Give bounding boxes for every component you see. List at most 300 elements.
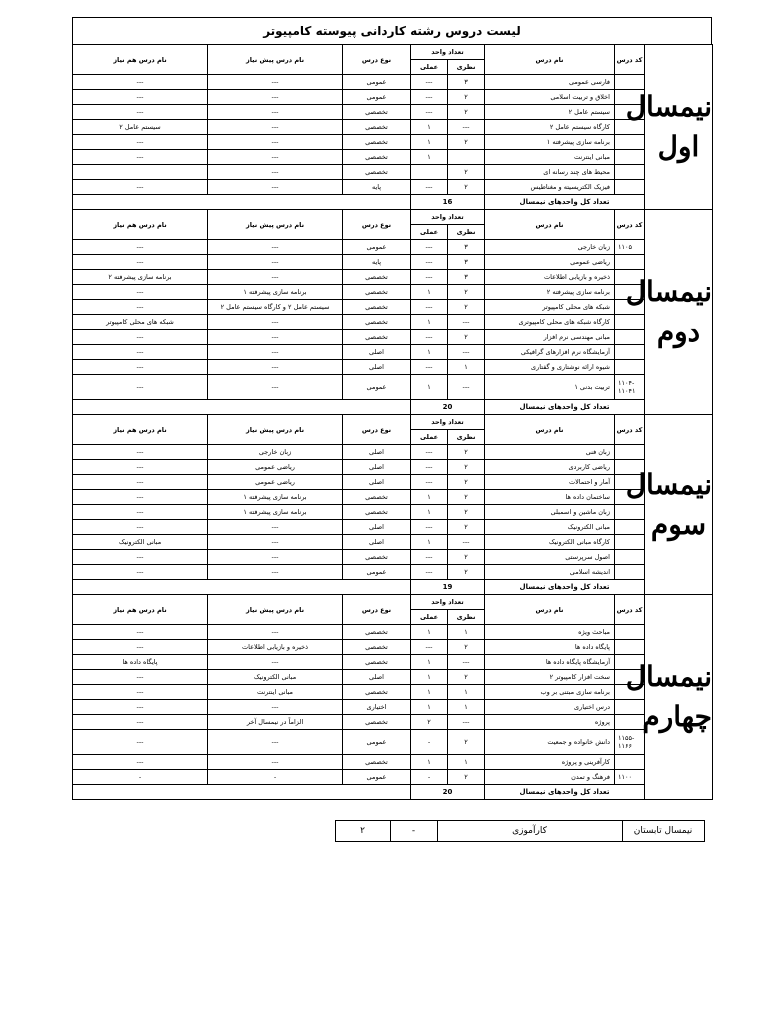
course-practical: ۱ xyxy=(411,655,448,670)
header-units: تعداد واحد xyxy=(411,210,485,225)
course-name: کارآفرینی و پروژه xyxy=(485,755,615,770)
course-theory: ۲ xyxy=(448,565,485,580)
semester-label: نیمسال چهارم xyxy=(645,595,713,800)
course-row xyxy=(73,655,713,670)
course-coreq: --- xyxy=(73,550,208,565)
course-coreq: --- xyxy=(73,565,208,580)
course-practical: ۱ xyxy=(411,135,448,150)
header-code: کد درس xyxy=(615,45,645,75)
course-theory: --- xyxy=(448,345,485,360)
course-coreq: --- xyxy=(73,255,208,270)
course-code: ۱۱۰۰ xyxy=(615,770,645,785)
header-name: نام درس xyxy=(485,415,615,445)
course-row xyxy=(73,625,713,640)
course-code xyxy=(615,505,645,520)
course-name: فیزیک الکتریسیته و مغناطیس xyxy=(485,180,615,195)
course-theory: ۲ xyxy=(448,180,485,195)
header-theory: نظری xyxy=(448,430,485,445)
course-practical: --- xyxy=(411,565,448,580)
course-type: تخصصی xyxy=(343,715,411,730)
course-theory: ۲ xyxy=(448,505,485,520)
course-coreq: --- xyxy=(73,715,208,730)
header-prereq: نام درس پیش نیاز xyxy=(208,45,343,75)
course-prereq: --- xyxy=(208,75,343,90)
course-practical: --- xyxy=(411,105,448,120)
course-type: عمومی xyxy=(343,375,411,400)
course-theory: ۲ xyxy=(448,520,485,535)
course-practical: --- xyxy=(411,90,448,105)
course-theory: ۲ xyxy=(448,285,485,300)
course-code: ۱۱۵۵- ۱۱۶۶ xyxy=(615,730,645,755)
course-type: تخصصی xyxy=(343,685,411,700)
header-theory: نظری xyxy=(448,610,485,625)
course-name: مبانی مهندسی نرم افزار xyxy=(485,330,615,345)
course-coreq: شبکه های محلی کامپیوتر xyxy=(73,315,208,330)
course-theory: ۲ xyxy=(448,105,485,120)
header-units: تعداد واحد xyxy=(411,45,485,60)
header-prereq: نام درس پیش نیاز xyxy=(208,415,343,445)
course-practical: ۱ xyxy=(411,315,448,330)
course-coreq: --- xyxy=(73,300,208,315)
course-code xyxy=(615,565,645,580)
course-type: تخصصی xyxy=(343,625,411,640)
header-coreq: نام درس هم نیاز xyxy=(73,45,208,75)
course-type: تخصصی xyxy=(343,655,411,670)
course-row xyxy=(73,475,713,490)
course-practical: --- xyxy=(411,360,448,375)
course-row xyxy=(73,520,713,535)
header-name: نام درس xyxy=(485,595,615,625)
header-coreq: نام درس هم نیاز xyxy=(73,210,208,240)
course-type: عمومی xyxy=(343,75,411,90)
course-practical: --- xyxy=(411,640,448,655)
course-coreq: --- xyxy=(73,330,208,345)
course-type: اختیاری xyxy=(343,700,411,715)
course-name: فرهنگ و تمدن xyxy=(485,770,615,785)
semester-total-row xyxy=(73,400,713,415)
course-practical: --- xyxy=(411,475,448,490)
course-code xyxy=(615,150,645,165)
course-prereq: برنامه سازی پیشرفته ۱ xyxy=(208,505,343,520)
course-row xyxy=(73,165,713,180)
total-label: تعداد کل واحدهای نیمسال xyxy=(485,785,645,800)
header-code: کد درس xyxy=(615,210,645,240)
course-name: پایگاه داده ها xyxy=(485,640,615,655)
course-coreq: --- xyxy=(73,285,208,300)
header-prereq: نام درس پیش نیاز xyxy=(208,595,343,625)
course-prereq: --- xyxy=(208,330,343,345)
course-row xyxy=(73,375,713,400)
course-name: آزمایشگاه پایگاه داده ها xyxy=(485,655,615,670)
course-practical: ۱ xyxy=(411,150,448,165)
course-practical: ۱ xyxy=(411,120,448,135)
course-row xyxy=(73,150,713,165)
course-code xyxy=(615,550,645,565)
course-practical: --- xyxy=(411,330,448,345)
total-units: 20 xyxy=(411,400,485,415)
course-theory: ۱ xyxy=(448,360,485,375)
course-theory xyxy=(448,150,485,165)
header-prereq: نام درس پیش نیاز xyxy=(208,210,343,240)
header-type: نوع درس xyxy=(343,45,411,75)
course-coreq: سیستم عامل ۲ xyxy=(73,120,208,135)
course-row xyxy=(73,270,713,285)
course-practical: ۱ xyxy=(411,700,448,715)
header-code: کد درس xyxy=(615,595,645,625)
course-list-document xyxy=(72,17,712,800)
header-name: نام درس xyxy=(485,45,615,75)
course-coreq: --- xyxy=(73,755,208,770)
course-row xyxy=(73,685,713,700)
course-practical: ۱ xyxy=(411,535,448,550)
course-theory: ۳ xyxy=(448,255,485,270)
course-prereq: مبانی اینترنت xyxy=(208,685,343,700)
course-row xyxy=(73,240,713,255)
course-name: مبانی اینترنت xyxy=(485,150,615,165)
course-type: تخصصی xyxy=(343,150,411,165)
course-code xyxy=(615,535,645,550)
course-prereq: --- xyxy=(208,150,343,165)
course-practical: --- xyxy=(411,180,448,195)
header-name: نام درس xyxy=(485,210,615,240)
course-theory: ۲ xyxy=(448,445,485,460)
course-practical: ۱ xyxy=(411,345,448,360)
course-coreq: --- xyxy=(73,150,208,165)
course-theory: ۲ xyxy=(448,490,485,505)
semester-total-row xyxy=(73,195,713,210)
course-row xyxy=(73,360,713,375)
course-type: عمومی xyxy=(343,730,411,755)
course-name: زبان خارجی xyxy=(485,240,615,255)
course-type: تخصصی xyxy=(343,135,411,150)
semester-label: نیمسال دوم xyxy=(645,210,713,415)
total-label: تعداد کل واحدهای نیمسال xyxy=(485,400,645,415)
course-name: آزمایشگاه نرم افزارهای گرافیکی xyxy=(485,345,615,360)
course-row xyxy=(73,460,713,475)
course-coreq: --- xyxy=(73,730,208,755)
course-coreq: --- xyxy=(73,135,208,150)
course-prereq: --- xyxy=(208,730,343,755)
course-coreq: --- xyxy=(73,360,208,375)
course-practical: ۱ xyxy=(411,625,448,640)
course-prereq: مبانی الکترونیک xyxy=(208,670,343,685)
header-type: نوع درس xyxy=(343,595,411,625)
course-code xyxy=(615,345,645,360)
course-row xyxy=(73,180,713,195)
course-type: اصلی xyxy=(343,360,411,375)
course-type: اصلی xyxy=(343,460,411,475)
course-row xyxy=(73,715,713,730)
course-practical: ۱ xyxy=(411,285,448,300)
course-theory: ۲ xyxy=(448,670,485,685)
course-row xyxy=(73,640,713,655)
course-practical: - xyxy=(411,730,448,755)
course-prereq: --- xyxy=(208,135,343,150)
course-row xyxy=(73,755,713,770)
course-practical: ۲ xyxy=(411,715,448,730)
course-type: اصلی xyxy=(343,520,411,535)
course-prereq: --- xyxy=(208,120,343,135)
course-theory: ۲ xyxy=(448,135,485,150)
header-practical: عملی xyxy=(411,60,448,75)
course-type: تخصصی xyxy=(343,755,411,770)
course-name: کارگاه شبکه های محلی کامپیوتری xyxy=(485,315,615,330)
course-name: زبان ماشین و اسمبلی xyxy=(485,505,615,520)
course-coreq: --- xyxy=(73,75,208,90)
course-prereq: برنامه سازی پیشرفته ۱ xyxy=(208,490,343,505)
course-type: تخصصی xyxy=(343,505,411,520)
course-theory: ۱ xyxy=(448,755,485,770)
course-coreq: - xyxy=(73,770,208,785)
total-units: 20 xyxy=(411,785,485,800)
course-theory: ۲ xyxy=(448,730,485,755)
course-row xyxy=(73,700,713,715)
course-theory: ۱ xyxy=(448,685,485,700)
course-coreq: مبانی الکترونیک xyxy=(73,535,208,550)
course-type: اصلی xyxy=(343,445,411,460)
course-row xyxy=(73,120,713,135)
course-name: سیستم عامل ۲ xyxy=(485,105,615,120)
course-code xyxy=(615,755,645,770)
course-type: تخصصی xyxy=(343,640,411,655)
course-code xyxy=(615,700,645,715)
course-theory: ۲ xyxy=(448,550,485,565)
course-row xyxy=(73,315,713,330)
course-coreq xyxy=(73,165,208,180)
course-type: اصلی xyxy=(343,475,411,490)
course-practical: ۱ xyxy=(411,755,448,770)
total-units: 16 xyxy=(411,195,485,210)
course-practical: --- xyxy=(411,520,448,535)
course-theory: ۱ xyxy=(448,700,485,715)
course-name: برنامه سازی پیشرفته ۲ xyxy=(485,285,615,300)
semester-label: نیمسال سوم xyxy=(645,415,713,595)
course-theory: ۲ xyxy=(448,165,485,180)
course-theory: --- xyxy=(448,715,485,730)
course-type: عمومی xyxy=(343,240,411,255)
course-type: پایه xyxy=(343,180,411,195)
course-theory: --- xyxy=(448,315,485,330)
header-coreq: نام درس هم نیاز xyxy=(73,595,208,625)
course-type: تخصصی xyxy=(343,120,411,135)
course-type: اصلی xyxy=(343,345,411,360)
course-prereq: --- xyxy=(208,345,343,360)
total-label: تعداد کل واحدهای نیمسال xyxy=(485,195,645,210)
course-row xyxy=(73,345,713,360)
course-name: اصول سرپرستی xyxy=(485,550,615,565)
course-practical: --- xyxy=(411,460,448,475)
course-prereq: --- xyxy=(208,270,343,285)
semester-total-row xyxy=(73,785,713,800)
course-practical: --- xyxy=(411,445,448,460)
course-row xyxy=(73,105,713,120)
course-type: اصلی xyxy=(343,670,411,685)
course-row xyxy=(73,670,713,685)
course-type: تخصصی xyxy=(343,550,411,565)
course-code: ۱۱۰۴- ۱۱۰۴۱ xyxy=(615,375,645,400)
course-coreq: --- xyxy=(73,505,208,520)
course-coreq: --- xyxy=(73,375,208,400)
course-coreq: --- xyxy=(73,105,208,120)
course-theory: --- xyxy=(448,375,485,400)
course-practical: --- xyxy=(411,240,448,255)
course-name: درس اختیاری xyxy=(485,700,615,715)
course-name: اندیشه اسلامی xyxy=(485,565,615,580)
total-label: تعداد کل واحدهای نیمسال xyxy=(485,580,645,595)
course-name: کارگاه مبانی الکترونیک xyxy=(485,535,615,550)
course-coreq: --- xyxy=(73,240,208,255)
course-prereq: --- xyxy=(208,375,343,400)
header-theory: نظری xyxy=(448,60,485,75)
course-name: آمار و احتمالات xyxy=(485,475,615,490)
course-prereq: زبان خارجی xyxy=(208,445,343,460)
course-theory: --- xyxy=(448,535,485,550)
course-theory: ۳ xyxy=(448,75,485,90)
course-theory: ۳ xyxy=(448,240,485,255)
course-practical: ۱ xyxy=(411,375,448,400)
course-name: ریاضی عمومی xyxy=(485,255,615,270)
course-theory: --- xyxy=(448,120,485,135)
course-type: تخصصی xyxy=(343,270,411,285)
semester-header-row xyxy=(73,45,713,60)
course-theory: ۲ xyxy=(448,330,485,345)
course-row xyxy=(73,285,713,300)
course-name: مبانی الکترونیک xyxy=(485,520,615,535)
course-theory: ۲ xyxy=(448,460,485,475)
course-name: ساختمان داده ها xyxy=(485,490,615,505)
course-code xyxy=(615,445,645,460)
summer-theory: - xyxy=(390,821,437,842)
course-row xyxy=(73,255,713,270)
summer-practical: ۲ xyxy=(335,821,390,842)
total-units: 19 xyxy=(411,580,485,595)
semester-total-row xyxy=(73,580,713,595)
course-practical: ۱ xyxy=(411,685,448,700)
course-type: عمومی xyxy=(343,90,411,105)
course-coreq: --- xyxy=(73,685,208,700)
course-prereq: ریاضی عمومی xyxy=(208,460,343,475)
course-row xyxy=(73,90,713,105)
total-spacer xyxy=(73,580,411,595)
course-prereq: --- xyxy=(208,90,343,105)
semester-header-row xyxy=(73,415,713,430)
course-code xyxy=(615,520,645,535)
total-spacer xyxy=(73,400,411,415)
header-coreq: نام درس هم نیاز xyxy=(73,415,208,445)
course-row xyxy=(73,535,713,550)
header-theory: نظری xyxy=(448,225,485,240)
course-row xyxy=(73,770,713,785)
course-coreq: --- xyxy=(73,700,208,715)
course-prereq: --- xyxy=(208,535,343,550)
course-name: ذخیره و بازیابی اطلاعات xyxy=(485,270,615,285)
course-code xyxy=(615,360,645,375)
summer-semester-table xyxy=(80,820,705,842)
course-type: تخصصی xyxy=(343,105,411,120)
course-code xyxy=(615,165,645,180)
course-row xyxy=(73,75,713,90)
summer-row xyxy=(80,821,704,842)
course-prereq: --- xyxy=(208,240,343,255)
course-name: محیط های چند رسانه ای xyxy=(485,165,615,180)
course-coreq: پایگاه داده ها xyxy=(73,655,208,670)
course-prereq: --- xyxy=(208,565,343,580)
course-type: اصلی xyxy=(343,535,411,550)
course-prereq: --- xyxy=(208,700,343,715)
course-coreq: --- xyxy=(73,475,208,490)
course-coreq: --- xyxy=(73,460,208,475)
course-name: ریاضی کاربردی xyxy=(485,460,615,475)
course-code xyxy=(615,715,645,730)
course-coreq: --- xyxy=(73,520,208,535)
semester-header-row xyxy=(73,595,713,610)
summer-blank xyxy=(80,821,335,842)
course-name: کارگاه سیستم عامل ۲ xyxy=(485,120,615,135)
course-practical: --- xyxy=(411,255,448,270)
course-name: فارسی عمومی xyxy=(485,75,615,90)
course-prereq: --- xyxy=(208,360,343,375)
course-theory: ۲ xyxy=(448,300,485,315)
semester-label: نیمسال اول xyxy=(645,45,713,210)
course-code xyxy=(615,625,645,640)
course-code xyxy=(615,255,645,270)
course-prereq: --- xyxy=(208,655,343,670)
course-name: برنامه سازی پیشرفته ۱ xyxy=(485,135,615,150)
course-name: اخلاق و تربیت اسلامی xyxy=(485,90,615,105)
course-prereq: --- xyxy=(208,550,343,565)
course-type: تخصصی xyxy=(343,300,411,315)
header-type: نوع درس xyxy=(343,415,411,445)
course-type: تخصصی xyxy=(343,165,411,180)
course-practical: ۱ xyxy=(411,505,448,520)
header-units: تعداد واحد xyxy=(411,415,485,430)
course-code xyxy=(615,315,645,330)
course-row xyxy=(73,565,713,580)
course-prereq: --- xyxy=(208,755,343,770)
course-prereq: سیستم عامل ۲ و کارگاه سیستم عامل ۲ xyxy=(208,300,343,315)
course-prereq: --- xyxy=(208,520,343,535)
course-coreq: --- xyxy=(73,445,208,460)
course-prereq: --- xyxy=(208,165,343,180)
course-prereq: --- xyxy=(208,625,343,640)
course-practical: --- xyxy=(411,270,448,285)
course-name: سخت افزار کامپیوتر ۲ xyxy=(485,670,615,685)
course-practical: --- xyxy=(411,550,448,565)
course-table xyxy=(72,44,713,800)
course-coreq: --- xyxy=(73,670,208,685)
header-type: نوع درس xyxy=(343,210,411,240)
header-practical: عملی xyxy=(411,430,448,445)
course-row xyxy=(73,490,713,505)
course-name: شبکه های محلی کامپیوتر xyxy=(485,300,615,315)
page-title: لیست دروس رشته کاردانی پیوسته کامپیوتر xyxy=(72,17,712,44)
course-code: ۱۱۰۵ xyxy=(615,240,645,255)
course-prereq: --- xyxy=(208,105,343,120)
course-row xyxy=(73,300,713,315)
course-name: برنامه سازی مبتنی بر وب xyxy=(485,685,615,700)
course-coreq: --- xyxy=(73,90,208,105)
course-name: پروژه xyxy=(485,715,615,730)
course-prereq: برنامه سازی پیشرفته ۱ xyxy=(208,285,343,300)
summer-label: نیمسال تابستان xyxy=(622,821,704,842)
course-type: تخصصی xyxy=(343,315,411,330)
course-row xyxy=(73,505,713,520)
course-theory: ۳ xyxy=(448,270,485,285)
course-prereq: --- xyxy=(208,255,343,270)
total-spacer xyxy=(73,785,411,800)
course-code xyxy=(615,180,645,195)
course-coreq: --- xyxy=(73,640,208,655)
